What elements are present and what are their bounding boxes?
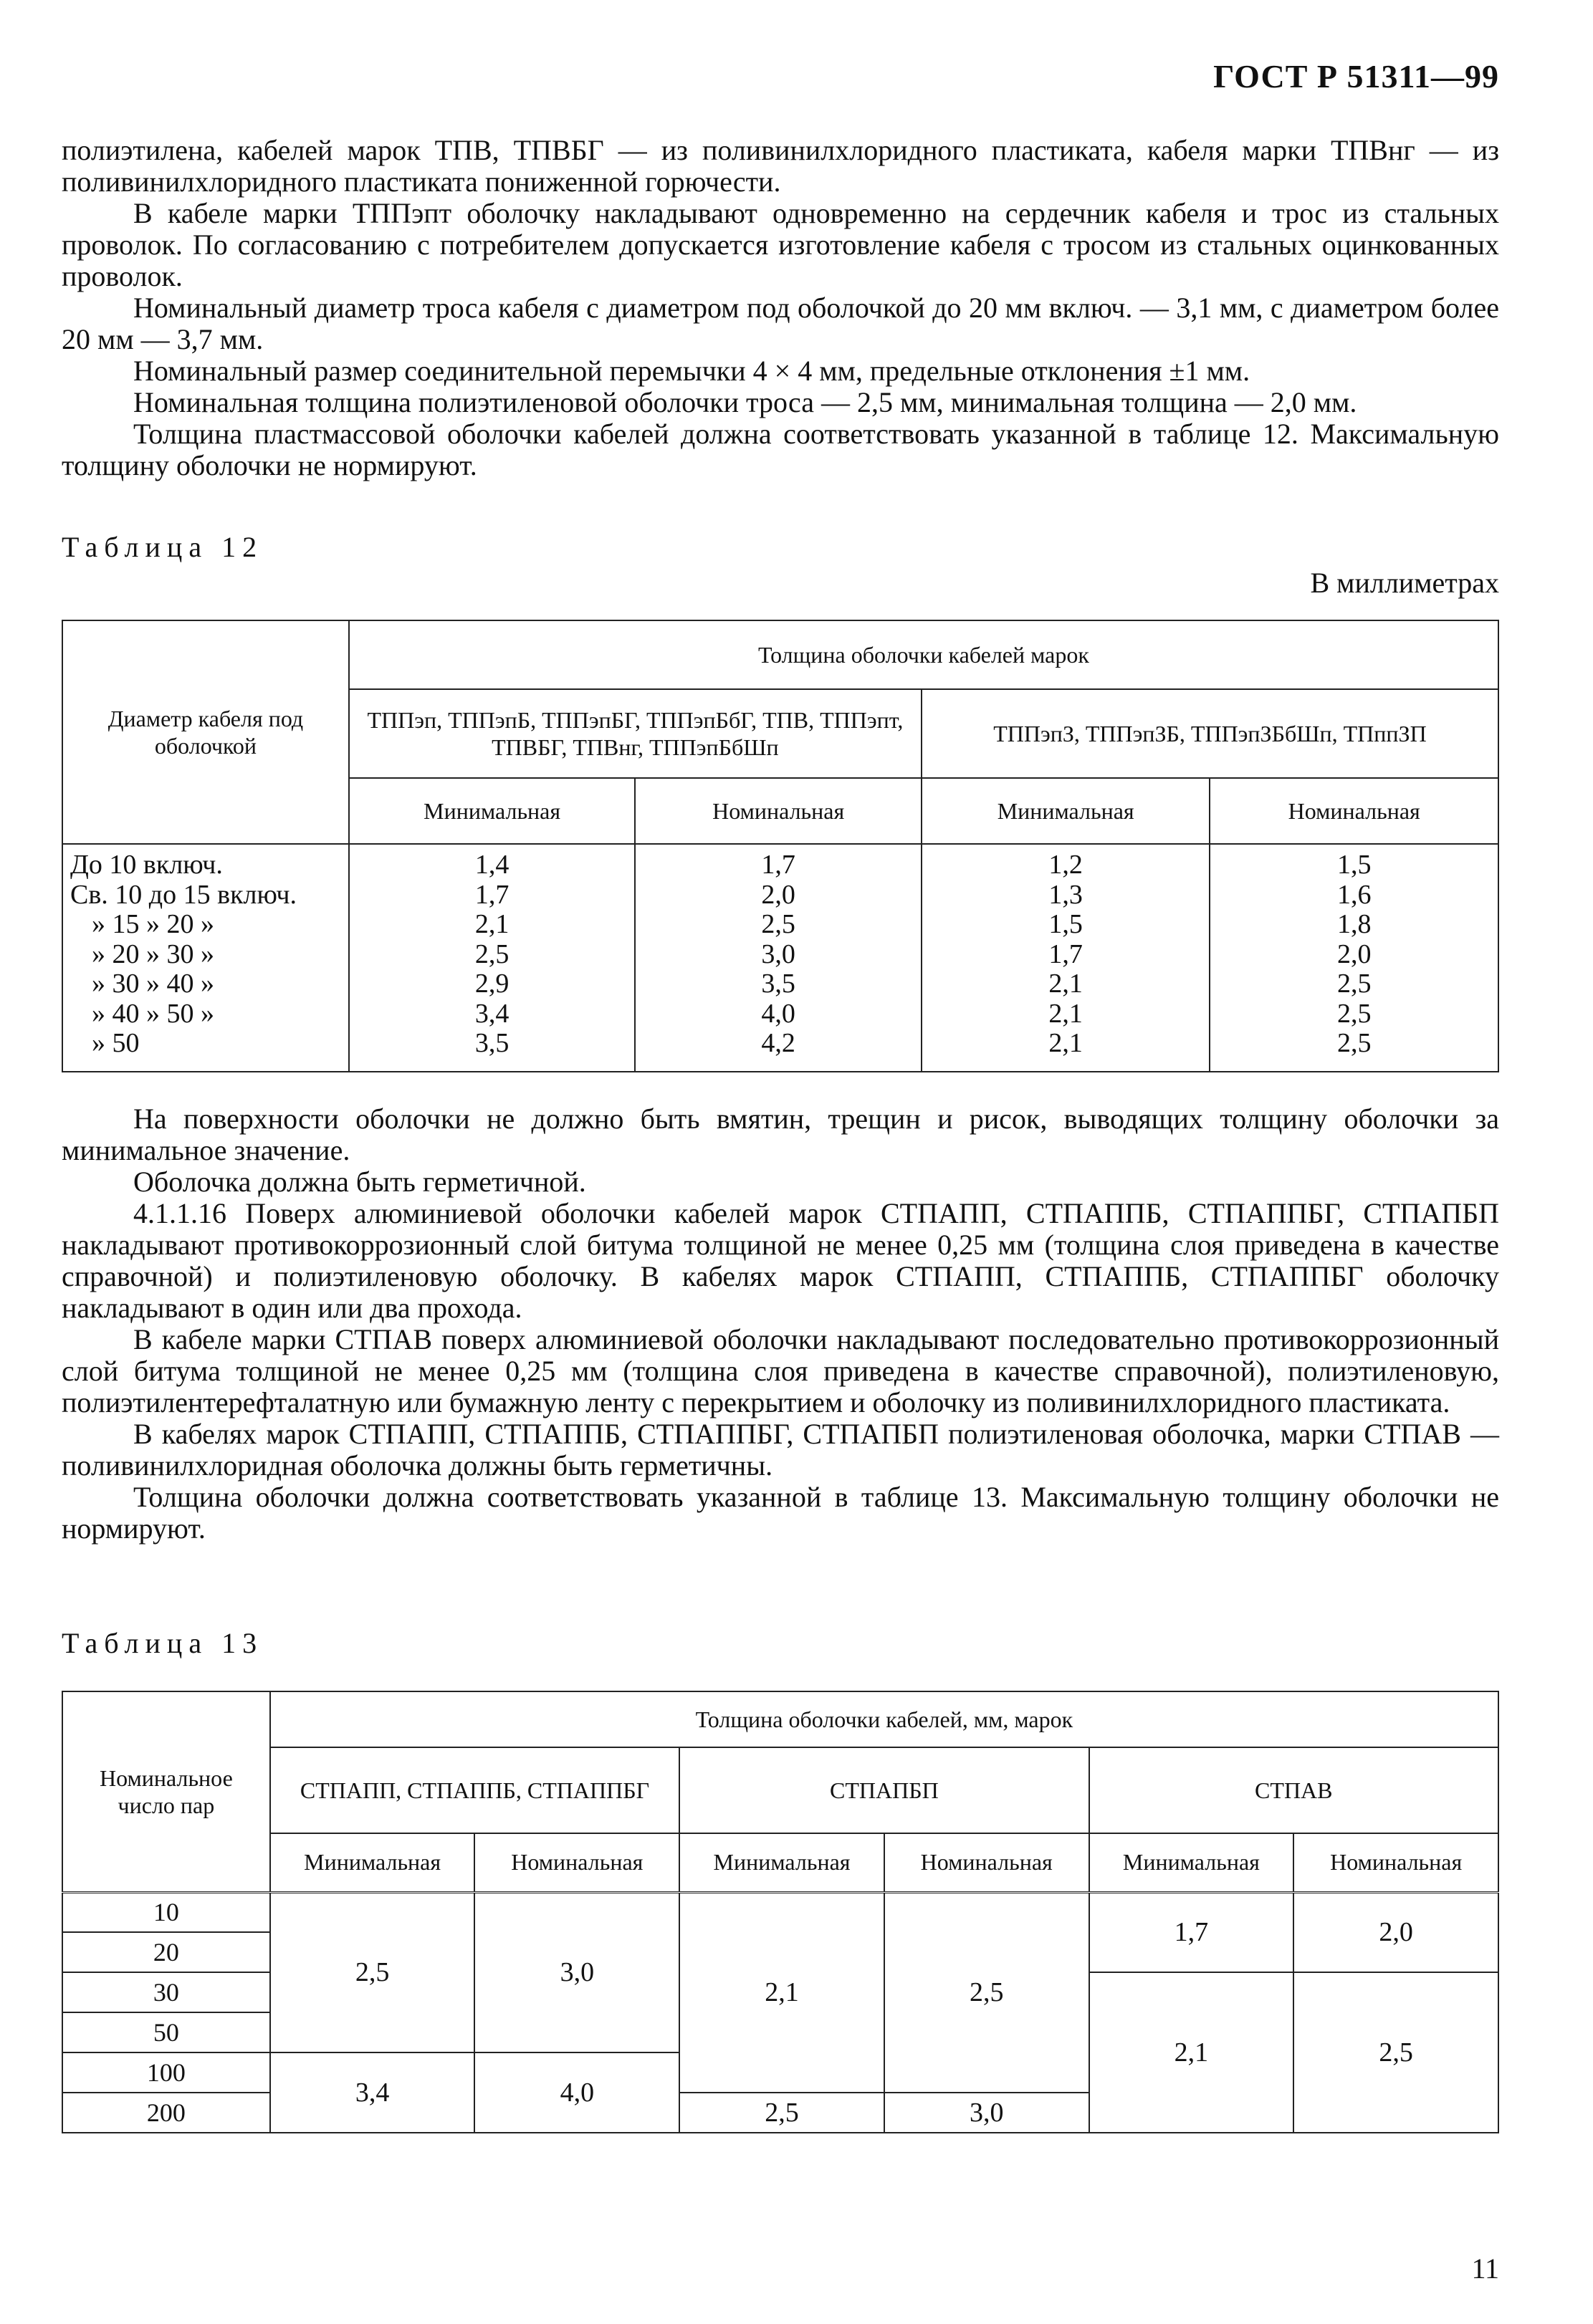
- table13-cell: 2,5: [884, 1892, 1089, 2093]
- table13-pairs-cell: 10: [62, 1892, 270, 1932]
- table13-pairs-cell: 200: [62, 2093, 270, 2133]
- table12-cell: 2,0: [761, 879, 795, 910]
- table13-nom-header: Номинальная: [884, 1833, 1089, 1892]
- table12-unit: В миллиметрах: [1310, 567, 1499, 599]
- table12-cell: Св. 10 до 15 включ.: [70, 879, 297, 910]
- paragraph: Оболочка должна быть герметичной.: [133, 1166, 586, 1198]
- paragraph: Номинальная толщина полиэтиленовой оболочки троса — 2,5 мм, минимальная толщина — 2,0 мм.: [133, 386, 1357, 418]
- table12-cell: 3,0: [761, 938, 795, 969]
- table12-cell: 1,2: [1048, 850, 1083, 880]
- table13: [62, 1691, 1499, 2133]
- table12-cell: 2,1: [1048, 1028, 1083, 1058]
- table13-cell: 2,1: [1089, 1972, 1294, 2133]
- table12-cell: 1,5: [1336, 850, 1372, 880]
- table12-cell: » 15 » 20 »: [92, 909, 214, 939]
- table13-pairs-header: Номинальное число пар: [62, 1691, 270, 1892]
- table12-diameter-header: Диаметр кабеля под оболочкой: [62, 620, 349, 844]
- table13-subheader-1: СТПАПП, СТПАППБ, СТПАППБГ: [270, 1747, 679, 1833]
- table12-group-header: Толщина оболочки кабелей марок: [349, 620, 1498, 689]
- table13-subheader-3: СТПАВ: [1089, 1747, 1498, 1833]
- table13-pairs-cell: 20: [62, 1932, 270, 1972]
- table12-cell: 1,7: [761, 850, 795, 880]
- table13-cell: 4,0: [474, 2052, 679, 2133]
- table13-cell: 1,7: [1089, 1892, 1294, 1972]
- table13-min-header: Минимальная: [270, 1833, 475, 1892]
- table12-cell: 1,5: [1048, 909, 1083, 939]
- paragraph: На поверхности оболочки не должно быть вмятин, трещин и рисок, выводящих толщину оболочки за минимальное значение.: [62, 1103, 1499, 1166]
- table12-cell: 2,1: [1048, 969, 1083, 999]
- paragraph: Толщина пластмассовой оболочки кабелей должна соответствовать указанной в таблице 12. Максимальную толщину оболочки не нормируют.: [62, 418, 1499, 481]
- table13-cell: 2,5: [270, 1892, 475, 2052]
- paragraph: Номинальный размер соединительной перемычки 4 × 4 мм, предельные отклонения ±1 мм.: [133, 355, 1250, 387]
- document-page: [62, 50, 1499, 2285]
- table13-nom-header: Номинальная: [1293, 1833, 1498, 1892]
- table12-cell: 1,4: [474, 850, 510, 880]
- table12-col-nom2: [1210, 844, 1498, 1072]
- table12-nom-header: Номинальная: [635, 778, 922, 844]
- document-header: ГОСТ Р 51311—99: [1213, 58, 1499, 95]
- table12-cell: » 40 » 50 »: [92, 998, 214, 1029]
- table12-cell: » 50: [92, 1028, 140, 1058]
- table12-min-header: Минимальная: [349, 778, 636, 844]
- paragraph: В кабелях марок СТПАПП, СТПАППБ, СТПАППБГ, СТПАПБП полиэтиленовая оболочка, марки СТПАВ — поливинилхлоридная оболочка должны быть герметичны.: [62, 1418, 1499, 1482]
- table12-cell: До 10 включ.: [70, 850, 223, 880]
- table12-cell: 1,7: [1048, 938, 1083, 969]
- table13-min-header: Минимальная: [1089, 1833, 1294, 1892]
- table12-cell: 2,5: [1336, 1028, 1372, 1058]
- table12-cell: » 30 » 40 »: [92, 969, 214, 999]
- table12-cell: 3,5: [474, 1028, 510, 1058]
- table12-col-min2: [922, 844, 1210, 1072]
- table13-pairs-cell: 100: [62, 2052, 270, 2093]
- table13-cell: 2,1: [679, 1892, 884, 2093]
- table12-subheader-2: ТППэпЗ, ТППэпЗБ, ТППэпЗБбШп, ТПппЗП: [922, 689, 1498, 778]
- table13-min-header: Минимальная: [679, 1833, 884, 1892]
- text-block-mid: [62, 1103, 1499, 1545]
- table13-pairs-cell: 30: [62, 1972, 270, 2012]
- table12-cell: 2,0: [1336, 938, 1372, 969]
- table12-cell: 2,5: [474, 938, 510, 969]
- table12-subheader-1: ТППэп, ТППэпБ, ТППэпБГ, ТППэпБбГ, ТПВ, ТППэпт, ТПВБГ, ТПВнг, ТППэпБбШп: [349, 689, 922, 778]
- table12-cell: 2,9: [474, 969, 510, 999]
- paragraph: Номинальный диаметр троса кабеля с диаметром под оболочкой до 20 мм включ. — 3,1 мм, с диаметром более 20 мм — 3,7 мм.: [62, 292, 1499, 355]
- table12-cell: 1,7: [474, 879, 510, 910]
- table13-subheader-2: СТПАПБП: [679, 1747, 1089, 1833]
- paragraph: В кабеле марки СТПАВ поверх алюминиевой оболочки накладывают последовательно противокоррозионный слой битума толщиной не менее 0,25 мм (толщина слоя приведена в качестве справочной), полиэтиленовую, полиэтилентерефталатную или бумажную ленту с перекрытием и оболочку из поливинилхлоридного пластиката.: [62, 1323, 1499, 1418]
- table13-cell: 3,4: [270, 2052, 475, 2133]
- table12-cell: 2,1: [1048, 998, 1083, 1029]
- table12-min-header: Минимальная: [922, 778, 1210, 844]
- text-block-top: [62, 135, 1499, 481]
- table12-col-nom1: [635, 844, 922, 1072]
- table12-cell: 3,5: [761, 969, 795, 999]
- paragraph: Толщина оболочки должна соответствовать указанной в таблице 13. Максимальную толщину оболочки не нормируют.: [62, 1481, 1499, 1545]
- table13-cell: 2,0: [1293, 1892, 1498, 1972]
- page-number: 11: [1471, 2252, 1499, 2285]
- table13-pairs-cell: 50: [62, 2012, 270, 2052]
- table12-col-min1: [349, 844, 636, 1072]
- table12-caption: Таблица 12: [62, 531, 264, 563]
- table13-cell: 2,5: [1293, 1972, 1498, 2133]
- table13-caption: Таблица 13: [62, 1627, 264, 1659]
- table12-cell: 2,5: [761, 909, 795, 939]
- table12-cell: 2,5: [1336, 998, 1372, 1029]
- table13-group-header: Толщина оболочки кабелей, мм, марок: [270, 1691, 1498, 1747]
- table12-cell: 2,1: [474, 909, 510, 939]
- table12-cell: » 20 » 30 »: [92, 938, 214, 969]
- table12-cell: 3,4: [474, 998, 510, 1029]
- table12-cell: 1,6: [1336, 879, 1372, 910]
- table12-cell: 1,8: [1336, 909, 1372, 939]
- table12-diameters: [62, 844, 349, 1072]
- paragraph: В кабеле марки ТППэпт оболочку накладывают одновременно на сердечник кабеля и трос из стальных проволок. По согласованию с потребителем допускается изготовление кабеля с тросом из стальных оцинкованных проволок.: [62, 197, 1499, 292]
- table13-nom-header: Номинальная: [474, 1833, 679, 1892]
- table12-cell: 4,0: [761, 998, 795, 1029]
- table13-cell: 3,0: [884, 2093, 1089, 2133]
- paragraph: полиэтилена, кабелей марок ТПВ, ТПВБГ — из поливинилхлоридного пластиката, кабеля марки ТПВнг — из поливинилхлоридного пластиката пониженной горючести.: [62, 134, 1499, 198]
- table12-cell: 1,3: [1048, 879, 1083, 910]
- table12-nom-header: Номинальная: [1210, 778, 1498, 844]
- table13-cell: 3,0: [474, 1892, 679, 2052]
- table12-cell: 4,2: [761, 1028, 795, 1058]
- table12-cell: 2,5: [1336, 969, 1372, 999]
- paragraph: 4.1.1.16 Поверх алюминиевой оболочки кабелей марок СТПАПП, СТПАППБ, СТПАППБГ, СТПАПБП накладывают противокоррозионный слой битума толщиной не менее 0,25 мм (толщина слоя приведена в качестве справочной) и полиэтиленовую оболочку. В кабелях марок СТПАПП, СТПАППБ, СТПАППБГ оболочку накладывают в один или два прохода.: [62, 1197, 1499, 1324]
- table13-cell: 2,5: [679, 2093, 884, 2133]
- table12: [62, 620, 1499, 1072]
